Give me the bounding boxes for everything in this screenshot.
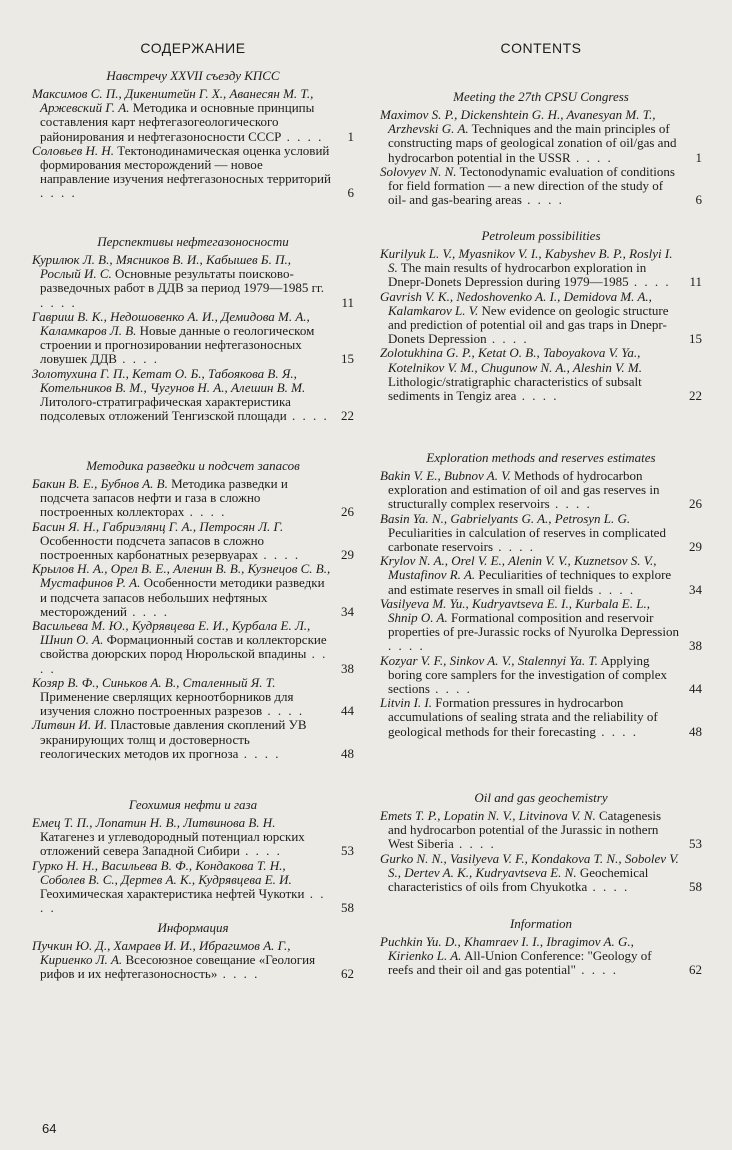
entry-authors: Васильева М. Ю., Кудрявцева Е. И., Курбала Е. Л., Шнип О. А. xyxy=(32,618,311,648)
entry-title: Новые данные о геологическом строении и прогнозировании нефтегазоносных ловушек ДДВ xyxy=(40,323,315,367)
entry-page-number: 34 xyxy=(341,603,354,619)
section-heading: Информация xyxy=(157,920,229,935)
entry-authors: Золотухина Г. П., Кетат О. Б., Табоякова В. Я., Котельников В. М., Чугунов Н. А., Алешин В. М. xyxy=(32,365,306,395)
contents-entry xyxy=(380,346,702,403)
section-heading: Petroleum possibilities xyxy=(481,228,601,243)
entry-title: Всесоюзное совещание «Геология рифов и их нефтегазоносность» xyxy=(40,952,316,982)
leader-dots: . . . . xyxy=(587,879,630,895)
leader-dots: . . . . xyxy=(258,547,301,563)
leader-dots: . . . . xyxy=(486,331,529,347)
leader-dots: . . . . xyxy=(516,388,559,404)
entry-page-number: 53 xyxy=(689,836,702,852)
entry-page-number: 34 xyxy=(689,581,702,597)
contents-entry xyxy=(32,310,354,367)
entry-title: Catagenesis and hydrocarbon potential of the Jurassic in nothern West Siberia xyxy=(388,808,662,852)
leader-dots: . . . . xyxy=(281,128,324,144)
contents-entry xyxy=(32,520,354,563)
entry-authors: Gavrish V. K., Nedoshovenko A. I., Demidova M. A., Kalamkarov L. V. xyxy=(380,288,652,318)
entry-page-number: 15 xyxy=(689,331,702,347)
section-heading: Методика разведки и подсчет запасов xyxy=(86,458,300,473)
leader-dots: . . . . xyxy=(116,351,159,367)
entry-title: Formation pressures in hydrocarbon accumulations of sealing strata and the reliability of geological methods for their forecasting xyxy=(388,695,658,739)
contents-entry xyxy=(380,469,702,512)
contents-entry xyxy=(32,367,354,424)
entry-authors: Basin Ya. N., Gabrielyants G. A., Petrosyn L. G. xyxy=(380,510,631,526)
entry-title: Литолого-стратиграфическая характеристика подсолевых отложений Тенгизской площади xyxy=(40,394,291,424)
entry-page-number: 6 xyxy=(695,192,702,208)
leader-dots: . . . . xyxy=(127,603,170,619)
leader-dots: . . . . xyxy=(575,962,618,978)
entry-title: Геохимическая характеристика нефтей Чукотки xyxy=(40,886,305,902)
entry-title: Особенности методики разведки и подсчета запасов небольших нефтяных месторождений xyxy=(40,575,325,619)
entry-authors: Басин Я. Н., Габриэлянц Г. А., Петросян Л. Г. xyxy=(32,518,284,534)
leader-dots: . . . . xyxy=(40,886,326,916)
entry-page-number: 1 xyxy=(695,149,702,165)
entry-title: Geochemical characteristics of oils from Chyukotka xyxy=(388,864,649,895)
entry-page-number: 48 xyxy=(689,723,702,739)
entry-title: Формационный состав и коллекторские свойства доюрских пород Нюрольской впадины xyxy=(40,632,327,662)
english-contents-column xyxy=(380,40,702,978)
entry-title: The main results of hydrocarbon exploration in Dnepr-Donets Depression during 1979—1985 xyxy=(388,260,647,290)
entry-authors: Гавриш В. К., Недошовенко А. И., Демидова М. А., Каламкаров Л. В. xyxy=(32,308,310,339)
english-sections xyxy=(380,89,702,978)
entry-title: Особенности подсчета запасов в сложно построенных карбонатных резервуарах xyxy=(40,532,265,563)
entry-authors: Литвин И. И. xyxy=(32,717,108,733)
entry-title: Peculiarities in calculation of reserves in complicated carbonate reservoirs xyxy=(388,524,666,555)
entry-authors: Bakin V. E., Bubnov A. V. xyxy=(380,468,511,483)
entry-title: Тектонодинамическая оценка условий формирования месторождений — новое направление изучения нефтегазоносных территорий xyxy=(40,142,331,187)
contents-entry xyxy=(32,562,354,619)
contents-entry xyxy=(32,859,354,916)
contents-entry xyxy=(380,108,702,165)
entry-page-number: 11 xyxy=(341,294,354,310)
entry-authors: Vasilyeva M. Yu., Kudryavtseva E. I., Kurbala E. L., Shnip O. A. xyxy=(380,595,650,626)
entry-authors: Zolotukhina G. P., Ketat O. B., Taboyakova V. Ya., Kotelnikov V. M., Chugunow N. A., Aleshin V. M. xyxy=(380,345,642,375)
leader-dots: . . . . xyxy=(40,185,77,201)
section-heading: Геохимия нефти и газа xyxy=(128,797,258,812)
leader-dots: . . . . xyxy=(570,149,613,165)
leader-dots: . . . . xyxy=(217,966,260,982)
leader-dots: . . . . xyxy=(429,681,472,697)
leader-dots: . . . . xyxy=(453,836,496,852)
entry-title: Applying boring core samplers for the investigation of complex sections xyxy=(388,652,668,697)
section-heading: Information xyxy=(509,916,573,931)
entry-title: Methods of hydrocarbon exploration and estimation of oil and gas reserves in structurally complex reservoirs xyxy=(388,468,660,512)
russian-contents-column xyxy=(32,40,354,982)
entry-authors: Puchkin Yu. D., Khamraev I. I., Ibragimov A. G., Kirienko L. A. xyxy=(380,934,634,964)
entry-authors: Kozyar V. F., Sinkov A. V., Stalennyi Ya. T. xyxy=(380,652,598,668)
leader-dots: . . . . xyxy=(262,703,305,719)
contents-entry xyxy=(32,253,354,310)
entry-title: Применение сверлящих керноотборников для изучения сложно построенных разрезов xyxy=(40,689,294,719)
leader-dots: . . . . xyxy=(595,723,638,739)
leader-dots: . . . . xyxy=(521,192,564,208)
entry-authors: Solovyev N. N. xyxy=(380,163,457,179)
leader-dots: . . . . xyxy=(239,843,282,859)
contents-entry xyxy=(32,718,354,761)
entry-authors: Бакин В. Е., Бубнов А. В. xyxy=(32,476,168,491)
entry-authors: Пучкин Ю. Д., Хамраев И. И., Ибрагимов А. Г., Кириенко Л. А. xyxy=(32,938,291,968)
entry-page-number: 48 xyxy=(341,745,354,761)
entry-page-number: 62 xyxy=(341,966,354,982)
contents-entry xyxy=(380,165,702,208)
leader-dots: . . . . xyxy=(628,274,671,290)
section-heading: Meeting the 27th CPSU Congress xyxy=(453,89,629,104)
entry-page-number: 11 xyxy=(689,274,702,290)
entry-page-number: 29 xyxy=(341,547,354,563)
entry-page-number: 26 xyxy=(341,504,354,520)
contents-entry xyxy=(380,809,702,852)
leader-dots: . . . . xyxy=(286,408,329,424)
entry-title: Пластовые давления скоплений УВ экранирующих толщ и достоверность геологических методов их прогноза xyxy=(40,717,307,761)
entry-title: Методика разведки и подсчета запасов нефти и газа в сложно построенных коллекторах xyxy=(40,476,288,520)
entry-title: New evidence on geologic structure and prediction of potential oil and gas traps in Dnepr-Donets Depression xyxy=(388,302,669,347)
entry-page-number: 58 xyxy=(341,900,354,916)
entry-page-number: 38 xyxy=(341,660,354,676)
leader-dots: . . . . xyxy=(593,581,636,597)
entry-title: Techniques and the main principles of constructing maps of geological zonation of oil/gas and hydrocarbon potential in the USSR xyxy=(388,121,677,165)
entry-page-number: 58 xyxy=(689,879,702,895)
entry-authors: Maximov S. P., Dickenshtein G. H., Avanesyan M. T., Arzhevski G. A. xyxy=(380,107,656,137)
section-heading: Exploration methods and reserves estimates xyxy=(426,450,656,465)
section-heading: Перспективы нефтегазоносности xyxy=(97,234,289,249)
entry-authors: Litvin I. I. xyxy=(380,695,432,711)
contents-entry xyxy=(380,290,702,347)
entry-authors: Емец Т. П., Лопатин Н. В., Литвинова В. Н. xyxy=(32,815,276,830)
entry-authors: Krylov N. A., Orel V. E., Alenin V. V., Kuznetsov S. V., Mustafinov R. A. xyxy=(380,553,657,583)
entry-page-number: 38 xyxy=(689,638,702,654)
entry-title: All-Union Conference: "Geology of reefs and their oil and gas potential" xyxy=(388,948,652,978)
contents-entry xyxy=(32,676,354,719)
entry-authors: Emets T. P., Lopatin N. V., Litvinova V. N. xyxy=(380,808,596,823)
section-heading: Навстречу XXVII съезду КПСС xyxy=(106,68,280,83)
entry-title: Formational composition and reservoir properties of pre-Jurassic rocks of Nyurolka Depression xyxy=(388,610,679,640)
contents-entry xyxy=(380,852,702,895)
entry-authors: Гурко Н. Н., Васильева В. Ф., Кондакова Т. Н., Соболев В. С., Дертев А. К., Кудрявцева Е. И. xyxy=(32,857,292,887)
leader-dots: . . . . xyxy=(493,539,536,555)
entry-authors: Gurko N. N., Vasilyeva V. F., Kondakova T. N., Sobolev V. S., Dertev A. K., Kudryavtseva E. N. xyxy=(380,850,679,880)
entry-authors: Козяр В. Ф., Синьков А. В., Сталенный Я. Т. xyxy=(32,674,276,690)
russian-sections xyxy=(32,68,354,982)
entry-page-number: 29 xyxy=(689,539,702,555)
leader-dots: . . . . xyxy=(184,504,227,520)
contents-entry xyxy=(380,654,702,697)
contents-entry xyxy=(380,935,702,978)
contents-entry xyxy=(380,247,702,290)
entry-authors: Соловьев Н. Н. xyxy=(32,142,115,158)
russian-contents-title: СОДЕРЖАНИЕ xyxy=(140,40,246,56)
entry-page-number: 62 xyxy=(689,962,702,978)
contents-entry xyxy=(380,597,702,654)
entry-title: Peculiarities of techniques to explore and estimate reserves in small oil fields xyxy=(388,567,672,597)
page-number: 64 xyxy=(42,1121,57,1136)
contents-entry xyxy=(380,512,702,555)
entry-authors: Крылов Н. А., Орел В. Е., Аленин В. В., Кузнецов С. В., Мустафинов Р. А. xyxy=(32,561,331,591)
entry-page-number: 22 xyxy=(341,408,354,424)
leader-dots: . . . . xyxy=(40,646,328,676)
leader-dots: . . . . xyxy=(40,294,77,310)
contents-entry xyxy=(380,554,702,597)
leader-dots: . . . . xyxy=(388,638,425,654)
entry-title: Основные результаты поисково-разведочных работ в ДДВ за период 1979—1985 гг. xyxy=(40,266,325,296)
leader-dots: . . . . xyxy=(238,745,281,761)
entry-authors: Курилюк Л. В., Мясников В. И., Кабышев Б. П., Рослый И. С. xyxy=(32,252,291,282)
contents-entry xyxy=(32,816,354,859)
contents-entry xyxy=(32,477,354,520)
entry-page-number: 6 xyxy=(347,185,354,201)
contents-entry xyxy=(32,619,354,676)
entry-title: Lithologic/stratigraphic characteristics of subsalt sediments in Tengiz area xyxy=(388,373,642,404)
entry-authors: Максимов С. П., Дикенштейн Г. Х., Аванесян М. Т., Аржевский Г. А. xyxy=(32,86,314,116)
entry-title: Катагенез и углеводородный потенциал юрских отложений севера Западной Сибири xyxy=(40,829,305,859)
entry-page-number: 44 xyxy=(341,703,354,719)
contents-entry xyxy=(32,939,354,982)
contents-entry xyxy=(32,144,354,201)
entry-title: Tectonodynamic evaluation of conditions for field formation — a new direction of the study of oil- and gas-bearing areas xyxy=(388,163,675,208)
entry-page-number: 15 xyxy=(341,351,354,367)
entry-title: Методика и основные принципы составления карт нефтегазогеологического районирования и нефтегазоносности СССР xyxy=(40,100,315,144)
english-contents-title: CONTENTS xyxy=(500,40,582,56)
entry-page-number: 26 xyxy=(689,496,702,512)
entry-authors: Kurilyuk L. V., Myasnikov V. I., Kabyshev B. P., Roslyi I. S. xyxy=(380,246,673,276)
leader-dots: . . . . xyxy=(549,496,592,512)
entry-page-number: 53 xyxy=(341,843,354,859)
entry-page-number: 22 xyxy=(689,388,702,404)
entry-page-number: 1 xyxy=(347,128,354,144)
section-heading: Oil and gas geochemistry xyxy=(474,790,608,805)
contents-entry xyxy=(380,696,702,739)
entry-page-number: 44 xyxy=(689,681,702,697)
contents-entry xyxy=(32,87,354,144)
